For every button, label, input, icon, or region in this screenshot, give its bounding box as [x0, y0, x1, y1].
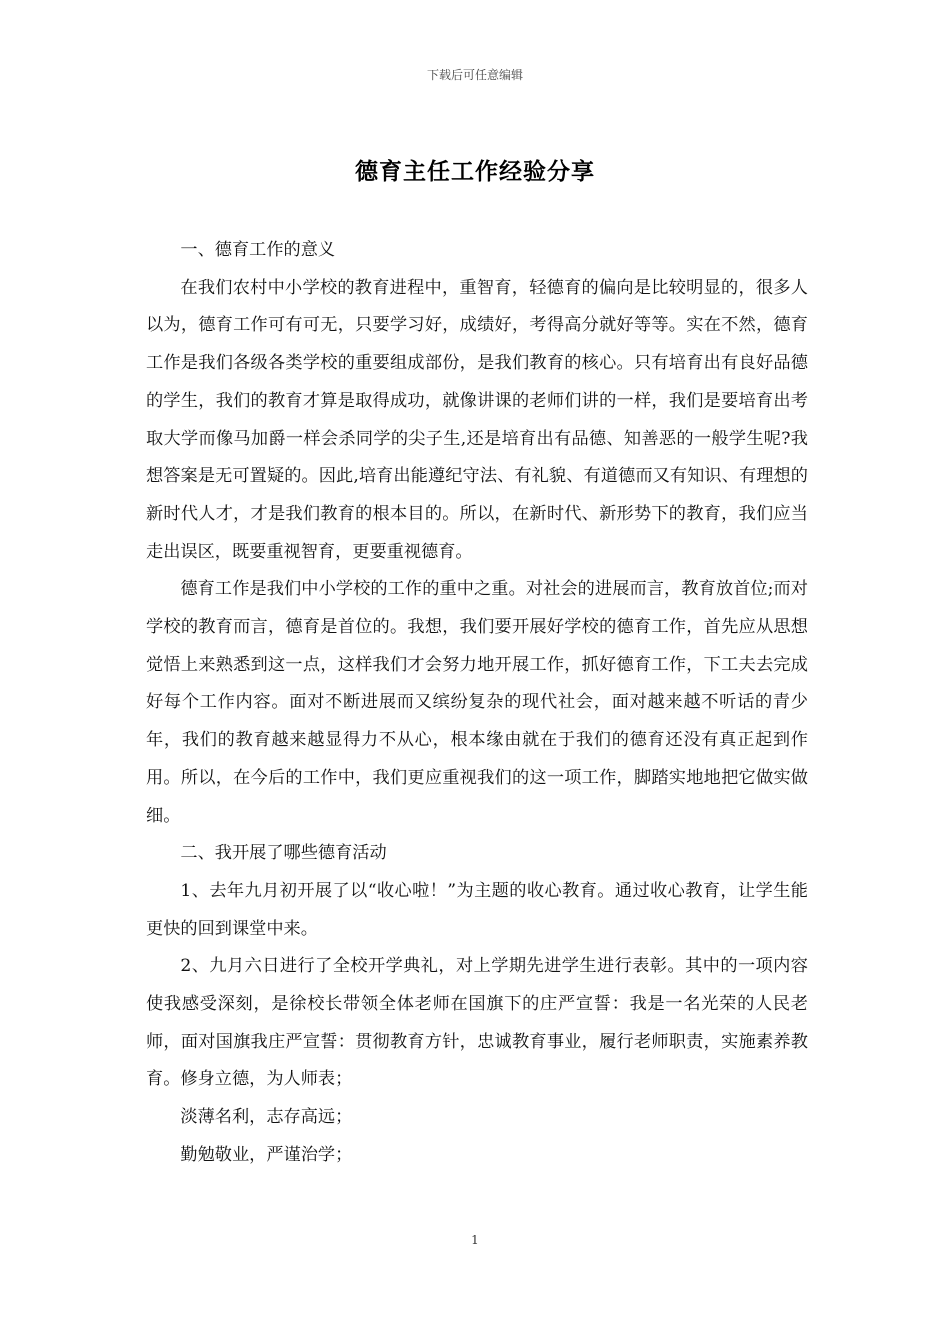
section-heading-1: 一、德育工作的意义 [180, 240, 336, 260]
document-title: 德育主任工作经验分享 [355, 158, 595, 185]
section-heading-2: 二、我开展了哪些德育活动 [180, 843, 387, 864]
paragraph: 德育工作是我们中小学校的工作的重中之重。对社会的进展而言，教育放首位;而对学校的教育而言，德育是首位的。我想，我们要开展好学校的德育工作，首先应从思想觉悟上来熟悉到这一点，这样我们才会努力地开展工作，抓好德育工作，下工夫去完成好每个工作内容。面对不断进展而又缤纷复杂的现代社会，面对越来越不听话的青少年，我们的教育越来越显得力不从心，根本缘由就在于我们的德育还没有真正起到作用。所以，在今后的工作中，我们更应重视我们的这一项工作，脚踏实地地把它做实做细。 [146, 579, 808, 826]
oath-line: 淡薄名利，志存高远； [180, 1107, 353, 1128]
paragraph: 在我们农村中小学校的教育进程中，重智育，轻德育的偏向是比较明显的，很多人以为，德育工作可有可无，只要学习好，成绩好，考得高分就好等等。实在不然，德育工作是我们各级各类学校的重要组成部份，是我们教育的核心。只有培育出有良好品德的学生，我们的教育才算是取得成功，就像讲课的老师们讲的一样，我们是要培育出考取大学而像马加爵一样会杀同学的尖子生,还是培育出有品德、知善恶的一般学生呢?我想答案是无可置疑的。因此,培育出能遵纪守法、有礼貌、有道德而又有知识、有理想的新时代人才，才是我们教育的根本目的。所以，在新时代、新形势下的教育，我们应当走出误区，既要重视智育，更要重视德育。 [146, 277, 808, 562]
header-note: 下载后可任意编辑 [426, 68, 523, 82]
paragraph: 1、去年九月初开展了以“收心啦！”为主题的收心教育。通过收心教育，让学生能更快的回到课堂中来。 [146, 880, 808, 939]
paragraph: 2、九月六日进行了全校开学典礼，对上学期先进学生进行表彰。其中的一项内容使我感受深刻，是徐校长带领全体老师在国旗下的庄严宣誓：我是一名光荣的人民老师，面对国旗我庄严宣誓：贯彻教育方针，忠诚教育事业，履行老师职责，实施素养教育。修身立德，为人师表； [146, 956, 808, 1090]
document-body [146, 232, 808, 1175]
page-number: 1 [471, 1233, 479, 1247]
oath-line: 勤勉敬业，严谨治学； [180, 1144, 353, 1165]
